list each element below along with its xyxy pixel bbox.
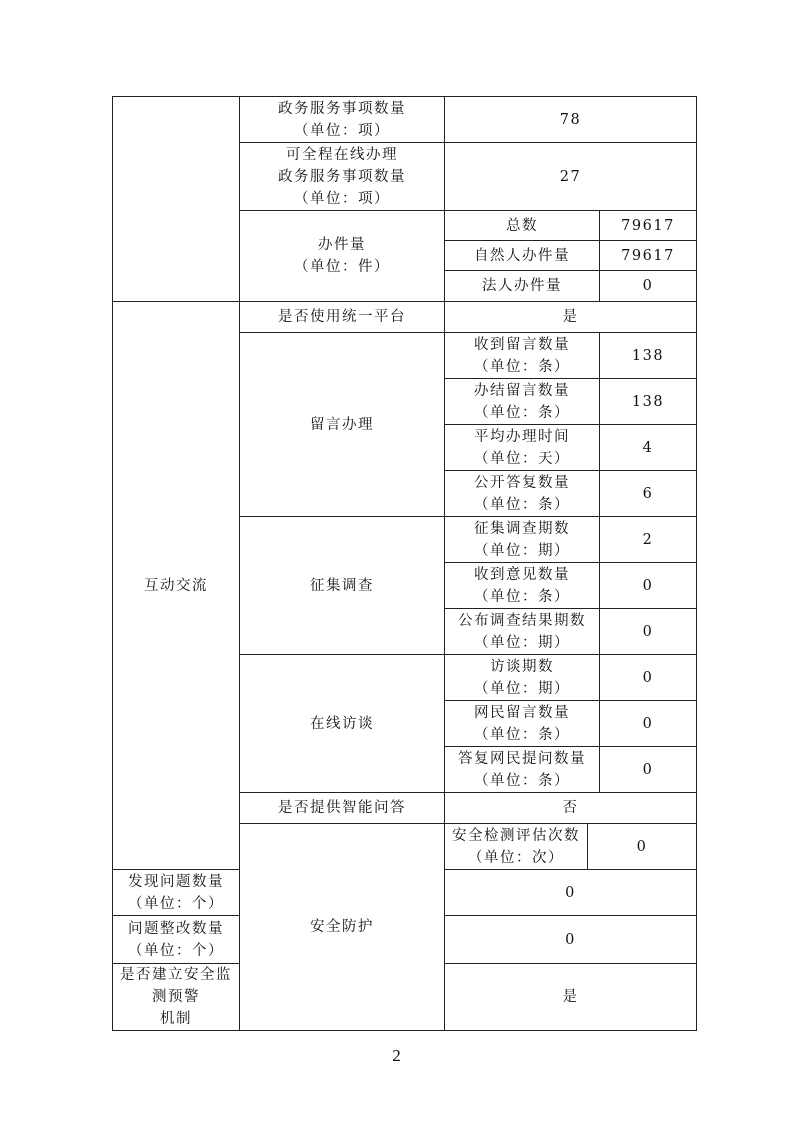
online-items-label: 可全程在线办理 政务服务事项数量 （单位：项） — [240, 143, 445, 211]
messages-row-value: 138 — [600, 379, 697, 425]
interview-label: 在线访谈 — [240, 655, 445, 793]
interview-row-label: 访谈期数 （单位：期） — [445, 655, 600, 701]
messages-row-label: 办结留言数量 （单位：条） — [445, 379, 600, 425]
volume-legal-label: 法人办件量 — [445, 271, 600, 302]
messages-row-value: 4 — [600, 425, 697, 471]
security-row-value: 0 — [445, 916, 697, 964]
survey-row-value: 2 — [600, 517, 697, 563]
section-label-interaction: 互动交流 — [113, 302, 240, 870]
statistics-table — [112, 96, 697, 1031]
volume-label: 办件量 （单位：件） — [240, 211, 445, 302]
interview-row-value: 0 — [600, 701, 697, 747]
section-label-security: 安全防护 — [240, 824, 445, 1031]
section-cell-service — [113, 97, 240, 302]
page-number: 2 — [392, 1046, 401, 1065]
messages-row-label: 公开答复数量 （单位：条） — [445, 471, 600, 517]
interview-row-value: 0 — [600, 747, 697, 793]
table-row — [113, 302, 697, 333]
security-row-value: 0 — [588, 824, 697, 870]
online-items-value: 27 — [445, 143, 697, 211]
security-row-label: 是否建立安全监测预警 机制 — [113, 964, 240, 1031]
survey-row-label: 征集调查期数 （单位：期） — [445, 517, 600, 563]
survey-row-label: 收到意见数量 （单位：条） — [445, 563, 600, 609]
security-row-value: 是 — [445, 964, 697, 1031]
platform-label: 是否使用统一平台 — [240, 302, 445, 333]
items-value: 78 — [445, 97, 697, 143]
volume-natural-label: 自然人办件量 — [445, 241, 600, 271]
messages-row-value: 138 — [600, 333, 697, 379]
security-row-value: 0 — [445, 870, 697, 916]
items-label: 政务服务事项数量 （单位：项） — [240, 97, 445, 143]
interview-row-label: 网民留言数量 （单位：条） — [445, 701, 600, 747]
volume-total-value: 79617 — [600, 211, 697, 241]
security-row-label: 发现问题数量 （单位：个） — [113, 870, 240, 916]
messages-row-label: 平均办理时间 （单位：天） — [445, 425, 600, 471]
table-row — [113, 97, 697, 143]
messages-label: 留言办理 — [240, 333, 445, 517]
survey-row-label: 公布调查结果期数 （单位：期） — [445, 609, 600, 655]
platform-value: 是 — [445, 302, 697, 333]
security-row-label: 安全检测评估次数 （单位：次） — [445, 824, 588, 870]
interview-row-value: 0 — [600, 655, 697, 701]
interview-row-label: 答复网民提问数量 （单位：条） — [445, 747, 600, 793]
survey-label: 征集调查 — [240, 517, 445, 655]
survey-row-value: 0 — [600, 609, 697, 655]
smart-qa-value: 否 — [445, 793, 697, 824]
security-row-label: 问题整改数量 （单位：个） — [113, 916, 240, 964]
smart-qa-label: 是否提供智能问答 — [240, 793, 445, 824]
survey-row-value: 0 — [600, 563, 697, 609]
volume-total-label: 总数 — [445, 211, 600, 241]
messages-row-value: 6 — [600, 471, 697, 517]
messages-row-label: 收到留言数量 （单位：条） — [445, 333, 600, 379]
volume-natural-value: 79617 — [600, 241, 697, 271]
volume-legal-value: 0 — [600, 271, 697, 302]
